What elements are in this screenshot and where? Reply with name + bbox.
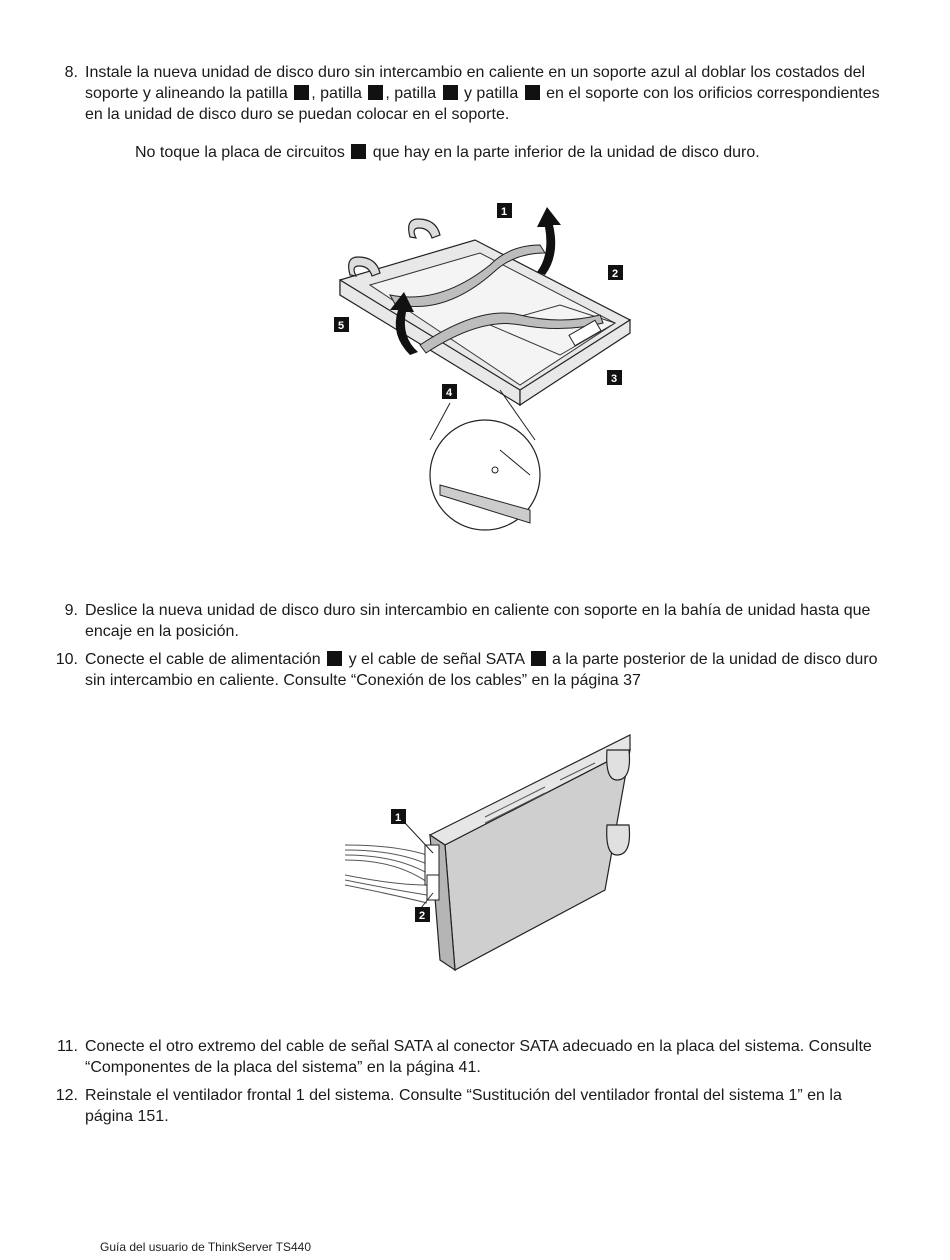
svg-text:2: 2 xyxy=(612,268,619,280)
callout-marker xyxy=(294,85,309,100)
callout-2 xyxy=(608,265,623,280)
callout-3 xyxy=(607,370,622,385)
step-text: Deslice la nueva unidad de disco duro sin intercambio en caliente con soporte en la bahía de unidad hasta que encaje en la posición. xyxy=(85,602,871,640)
callout-marker xyxy=(531,651,546,666)
step-number: 9. xyxy=(64,602,78,619)
callout-2 xyxy=(415,907,430,922)
callout-4 xyxy=(442,384,457,399)
callout-marker xyxy=(525,85,540,100)
svg-text:3: 3 xyxy=(611,373,618,385)
svg-text:5: 5 xyxy=(338,320,345,332)
hdd-bracket-figure xyxy=(330,195,640,535)
callout-marker xyxy=(351,144,366,159)
callout-5 xyxy=(334,317,349,332)
step-number: 8. xyxy=(64,64,78,81)
callout-marker xyxy=(327,651,342,666)
step-text: Instale la nueva unidad de disco duro sin intercambio en caliente en un soporte azul al doblar los costados del soporte y alineando la patilla , patilla , patilla y patilla en el soporte con los orificios correspondientes en la unidad de disco duro se puedan colocar en el soporte. xyxy=(85,64,880,123)
step-number: 11. xyxy=(56,1038,78,1055)
step-number: 10. xyxy=(55,651,78,668)
callout-marker xyxy=(368,85,383,100)
callout-1 xyxy=(391,809,406,824)
svg-text:4: 4 xyxy=(446,387,453,399)
svg-text:1: 1 xyxy=(395,812,402,824)
hdd-cables-figure xyxy=(345,725,645,975)
step-text: Conecte el cable de alimentación y el cable de señal SATA a la parte posterior de la unidad de disco duro sin intercambio en caliente. Consulte “Conexión de los cables” en la página 37 xyxy=(85,651,878,689)
page-footer: Guía del usuario de ThinkServer TS440 xyxy=(100,1240,312,1254)
svg-text:2: 2 xyxy=(419,910,426,922)
svg-text:1: 1 xyxy=(501,206,508,218)
step-number: 12. xyxy=(55,1087,78,1104)
step-text: Conecte el otro extremo del cable de señal SATA al conector SATA adecuado en la placa del sistema. Consulte “Componentes de la placa del sistema” en la página 41. xyxy=(85,1038,872,1076)
callout-marker xyxy=(443,85,458,100)
warning-note: No toque la placa de circuitos que hay en la parte inferior de la unidad de disco duro. xyxy=(135,144,760,161)
step-text: Reinstale el ventilador frontal 1 del sistema. Consulte “Sustitución del ventilador frontal del sistema 1” en la página 151. xyxy=(85,1087,842,1125)
callout-1 xyxy=(497,203,512,218)
